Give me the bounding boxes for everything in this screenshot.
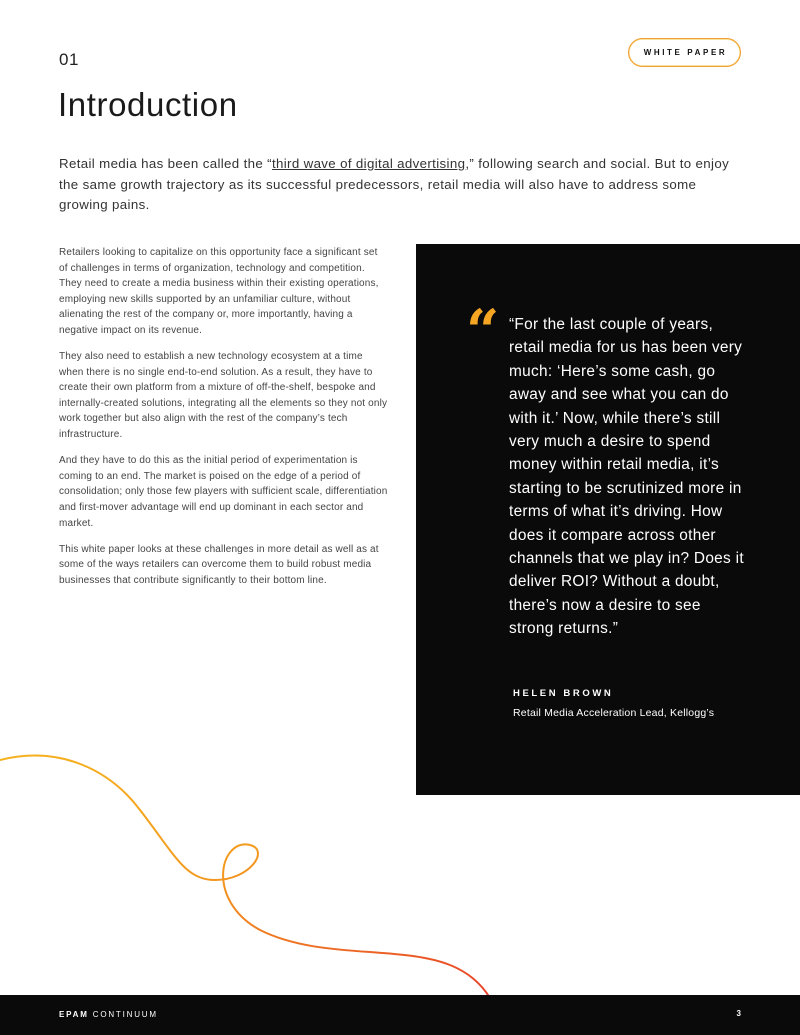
quote-mark-icon: “ — [466, 297, 500, 365]
page-number: 3 — [736, 1009, 741, 1018]
body-paragraph: Retailers looking to capitalize on this opportunity face a significant set of challenges in terms of organization, technology and competition. They need to create a media business within their existing operations, employing new skills supported by an unfamiliar culture, without alienating the rest of the company or, more importantly, having a negative impact on its revenue. — [59, 247, 379, 336]
brand-rest: CONTINUUM — [88, 1010, 158, 1019]
section-number: 01 — [59, 50, 79, 69]
white-paper-badge — [628, 38, 741, 67]
body-paragraph: This white paper looks at these challenges in more detail as well as at some of the ways retailers can overcome them to build robust media businesses that contribute significantly to their bottom line. — [59, 543, 379, 586]
third-wave-link[interactable]: third wave of digital advertising — [271, 156, 466, 171]
body-paragraph: And they have to do this as the initial period of experimentation is coming to an end. The market is poised on the edge of a period of consolidation; only those few players with sufficient scale, differentiation and first-mover advantage will end up dominant in each sector and market. — [59, 455, 388, 529]
page-title: Introduction — [58, 86, 238, 123]
brand-bold: EPAM — [59, 1010, 89, 1019]
intro-paragraph — [59, 154, 739, 216]
page-footer — [0, 995, 800, 1035]
body-column — [59, 245, 389, 599]
pull-quote-text: “For the last couple of years, retail media for us has been very much: ‘Here’s some cash, go away and see what you can do with it.’ Now, while there’s still very much a desire to spend money within retail media, it’s starting to be scrutinized more in terms of what it’s driving. How does it compare across other channels that we play in? Does it deliver ROI? Without a doubt, there’s now a desire to see strong returns.” — [509, 316, 744, 638]
decorative-curve — [0, 740, 800, 1000]
intro-text-end: ,” following search and social. But to enjoy the same growth trajectory as its successful predecessors, retail media will also have to address some growing pains. — [59, 156, 730, 212]
quote-author-role: Retail Media Acceleration Lead, Kellogg’s — [513, 707, 715, 719]
badge-label: WHITE PAPER — [643, 48, 728, 57]
quote-author: HELEN BROWN — [513, 688, 614, 699]
intro-text-start: Retail media has been called the “ — [59, 156, 272, 171]
footer-brand — [59, 1010, 158, 1019]
body-paragraph: They also need to establish a new technology ecosystem at a time when there is no single end-to-end solution. As a result, they have to create their own platform from a mixture of off-the-shelf, bespoke and internally-created solutions, integrating all the elements so they not only work together but also align with the rest of the company’s tech infrastructure. — [59, 351, 388, 441]
